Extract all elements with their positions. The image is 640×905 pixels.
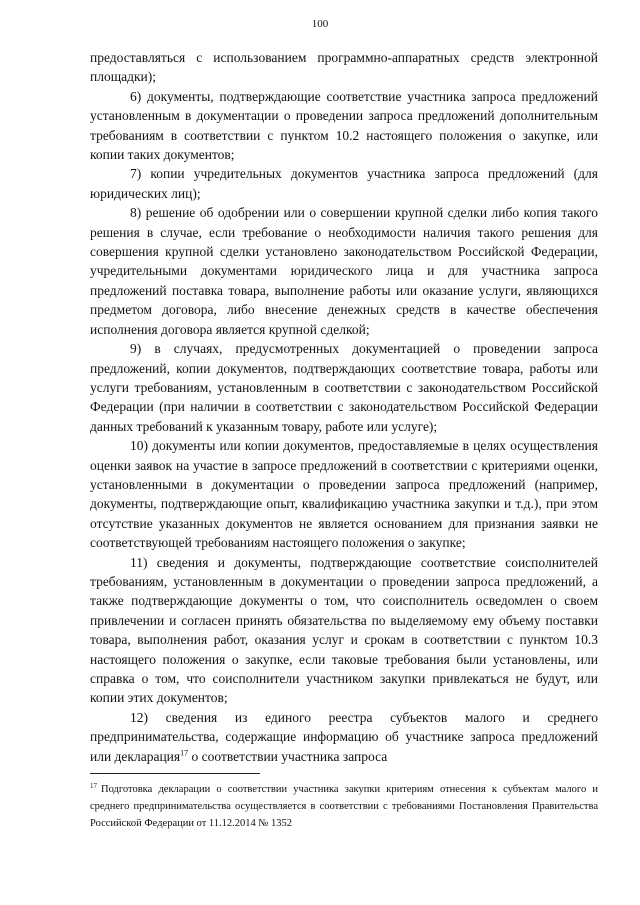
paragraph-item-6: 6) документы, подтверждающие соответствие участника запроса предложений установленным в документации о проведении запроса предложений дополнительным требованиям в соответствии с пунктом 10.2 настоящего положения о закупке, или копии таких документов; [90,88,598,163]
footnote-marker: 17 [90,781,97,790]
body-text [90,48,598,766]
paragraph-item-8: 8) решение об одобрении или о совершении крупной сделки либо копия такого решения в случае, если требование о необходимости наличия такого решения для совершения крупной сделки установлено законодательством Российской Федерации, учредительными документами юридического лица и для участника запроса предложений поставка товара, выполнение работы или оказание услуги, являющихся предметом договора, либо внесение денежных средств в качестве обеспечения исполнения договора является крупной сделкой; [90,205,598,337]
footnote-divider [90,773,260,774]
page-number: 100 [311,18,329,30]
paragraph-item-12-tail: о соответствии участника запроса [188,748,388,764]
paragraph-continuation: предоставляться с использованием программно-аппаратных средств электронной площадки); [90,50,598,85]
footnote-text: Подготовка декларации о соответствии участника закупки критериям отнесения к субъектам малого и среднего предпринимательства осуществляется в соответствии с требованиями Постановления Правительства Российской Федерации от 11.12.2014 № 1352 [90,784,598,829]
paragraph-item-9: 9) в случаях, предусмотренных документацией о проведении запроса предложений, копии документов, подтверждающих соответствие товара, работы или услуги требованиям, установленным в соответствии с законодательством Российской Федерации (при наличии в соответствии с законодательством Российской Федерации данных требований к указанным товару, работе или услуге); [90,341,598,434]
paragraph-item-10: 10) документы или копии документов, предоставляемые в целях осуществления оценки заявок на участие в запросе предложений в соответствии с критериями оценки, установленными в документации о проведении запроса предложений (например, документы, подтверждающие опыт, квалификацию участника закупки и т.д.), при этом отсутствие указанных документов не является основанием для признания заявки не соответствующей требованиям настоящего положения о закупке; [90,438,598,551]
paragraph-item-12-text: 12) сведения из единого реестра субъектов малого и среднего предпринимательства, содержащие информацию об участнике запроса предложений или декларация [90,709,598,764]
footnote [90,781,598,832]
paragraph-item-12 [90,708,598,766]
paragraph-item-7: 7) копии учредительных документов участника запроса предложений (для юридических лиц); [90,166,598,201]
footnote-reference[interactable]: 17 [180,748,189,758]
paragraph-item-11: 11) сведения и документы, подтверждающие соответствие соисполнителей требованиям, установленным в документации о проведении запроса предложений, а также подтверждающие документы о том, что соисполнитель осведомлен о своем привлечении и согласен принять обязательства по выделяемому ему объему поставки товара, выполнения работ, оказания услуг и срокам в соответствии с пунктом 10.3 настоящего положения о закупке, если таковые требования были установлены, или справка о том, что соисполнители участником закупки привлекаться не будут, или копии этих документов; [90,554,598,706]
